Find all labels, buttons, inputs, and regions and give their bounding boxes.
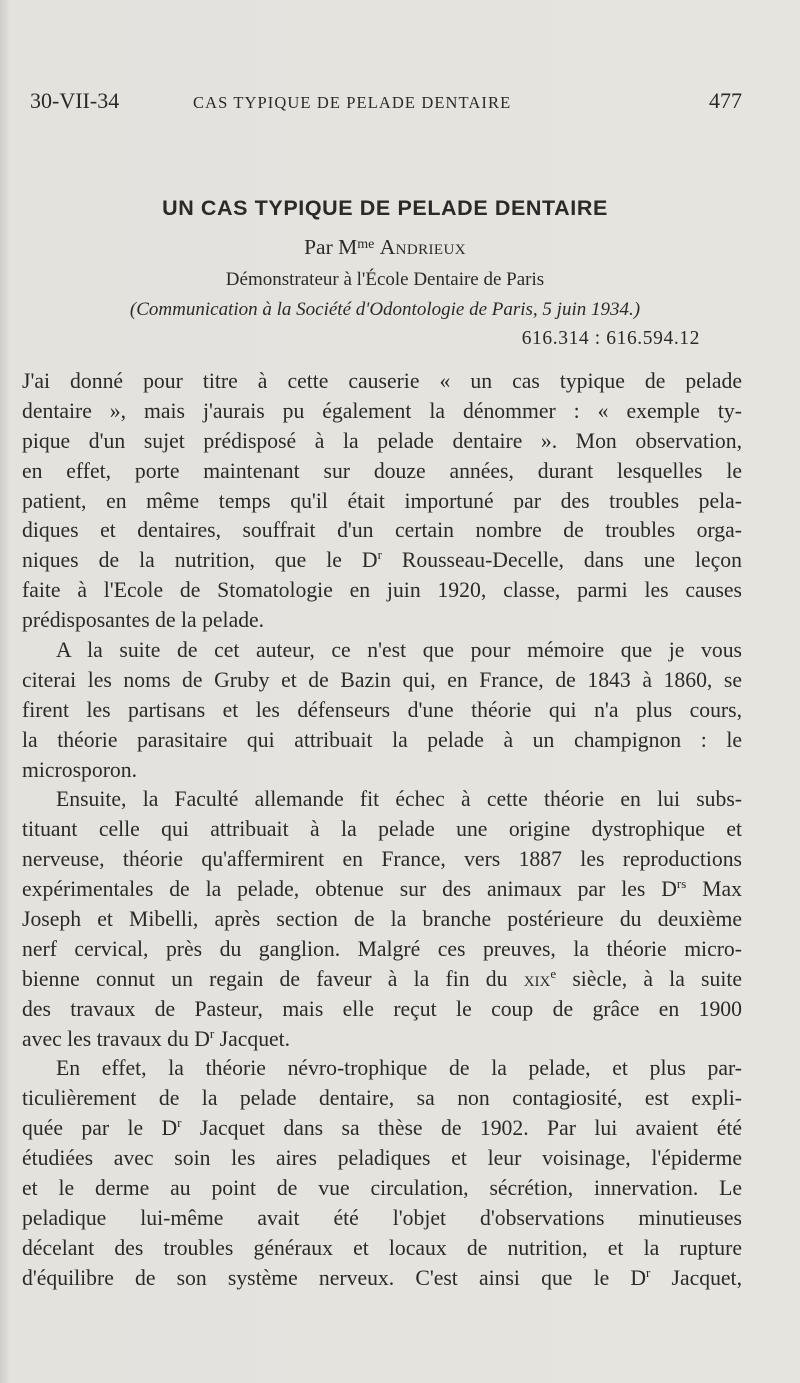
body-line: [22, 546, 742, 576]
body-line-text: Jacquet dans sa thèse de 1902. Par lui avaient été: [181, 1116, 742, 1141]
body-line-text: expérimentales de la pelade, obtenue sur des animaux par les D: [22, 877, 677, 902]
body-line-text: quée par le D: [22, 1116, 178, 1141]
body-line-text: Jacquet.: [214, 1026, 291, 1051]
body-line: [22, 397, 742, 427]
body-line: [22, 1264, 742, 1294]
body-line: [22, 636, 742, 666]
author-prefix: Par M: [304, 235, 358, 259]
body-line: [22, 845, 742, 875]
body-line-text: tituant celle qui attribuait à la pelade une origine dystrophique et: [22, 817, 742, 842]
header-date: 30-VII-34: [30, 88, 120, 113]
body-line: [22, 427, 742, 457]
body-line: [22, 1144, 742, 1174]
body-line: [22, 1114, 742, 1144]
body-line-text: des travaux de Pasteur, mais elle reçut le coup de grâce en 1900: [22, 996, 742, 1021]
body-line: [22, 1084, 742, 1114]
body-line-text: Max: [686, 877, 742, 902]
body-line-text: nerveuse, théorie qu'affermirent en France, vers 1887 les reproductions: [22, 847, 742, 872]
body-line: [22, 875, 742, 905]
body-line-text: A la suite de cet auteur, ce n'est que pour mémoire que je vous: [56, 638, 742, 663]
body-line: [22, 367, 742, 397]
body-line-text: En effet, la théorie névro-trophique de la pelade, et plus par-: [56, 1056, 742, 1081]
body-line-text: Joseph et Mibelli, après section de la branche postérieure du deuxième: [22, 907, 742, 932]
body-line-text: faite à l'Ecole de Stomatologie en juin 1920, classe, parmi les causes: [22, 578, 742, 603]
body-line: [22, 516, 742, 546]
author-name: Andrieux: [379, 235, 466, 259]
page-number: 477: [709, 88, 742, 113]
body-line-text: dentaire », mais j'aurais pu également la dénommer : « exemple ty-: [22, 398, 742, 423]
body-line: [22, 606, 742, 636]
body-line: [22, 935, 742, 965]
body-line: [22, 1234, 742, 1264]
body-line-text: la théorie parasitaire qui attribuait la pelade à un champignon : le: [22, 727, 742, 752]
superscript: r: [646, 1264, 651, 1280]
body-line: [22, 726, 742, 756]
body-line-text: décelant des troubles généraux et locaux de nutrition, et la rupture: [22, 1235, 742, 1260]
body-line: [22, 1054, 742, 1084]
body-line-text: Jacquet,: [650, 1265, 743, 1290]
body-line: [22, 696, 742, 726]
body-line-text: diques et dentaires, souffrait d'un certain nombre de troubles orga-: [22, 518, 742, 543]
body-line-text: siècle, à la suite: [556, 966, 742, 991]
running-header: [30, 86, 742, 116]
body-line: [22, 487, 742, 517]
superscript: r: [377, 547, 382, 563]
body-line: [22, 815, 742, 845]
body-line-text: Rousseau-Decelle, dans une leçon: [381, 548, 742, 573]
superscript: rs: [676, 876, 687, 892]
body-line: [22, 1204, 742, 1234]
superscript: r: [209, 1025, 215, 1041]
body-line: [22, 576, 742, 606]
superscript: r: [177, 1115, 182, 1131]
body-line-text: Ensuite, la Faculté allemande fit échec à cette théorie en lui subs-: [56, 787, 742, 812]
body-line-text: et le derme au point de vue circulation, sécrétion, innervation. Le: [22, 1176, 742, 1201]
communication-note: [0, 299, 770, 321]
body-line-text: d'équilibre de son système nerveux. C'est ainsi que le D: [22, 1265, 647, 1290]
body-line-text: nerf cervical, près du ganglion. Malgré ces preuves, la théorie micro-: [22, 936, 742, 961]
body-line-text: patient, en même temps qu'il était importuné par des troubles pela-: [22, 488, 742, 513]
body-line: [22, 666, 742, 696]
author-affiliation: Démonstrateur à l'École Dentaire de Paris: [225, 269, 545, 290]
header-title: CAS TYPIQUE DE PELADE DENTAIRE: [193, 93, 512, 112]
body-line-text: prédisposantes de la pelade.: [22, 608, 265, 633]
body-line: [22, 457, 742, 487]
body-line: [22, 995, 742, 1025]
century-numeral: xix: [523, 966, 551, 991]
body-line-text: peladique lui-même avait été l'objet d'observations minutieuses: [22, 1205, 742, 1230]
superscript: e: [550, 965, 557, 981]
body-line: [22, 905, 742, 935]
article-body: [22, 367, 742, 1294]
body-line-text: étudiées avec soin les aires peladiques et leur voisinage, l'épiderme: [22, 1146, 742, 1171]
body-line-text: niques de la nutrition, que le D: [22, 548, 378, 573]
body-line: [22, 1025, 742, 1055]
body-line-text: citerai les noms de Gruby et de Bazin qui, en France, de 1843 à 1860, se: [22, 667, 742, 692]
article-title: UN CAS TYPIQUE DE PELADE DENTAIRE: [162, 196, 608, 220]
author-prefix-sup: me: [357, 237, 375, 252]
body-line: [22, 1174, 742, 1204]
body-line-text: avec les travaux du D: [22, 1026, 210, 1051]
body-line-text: pique d'un sujet prédisposé à la pelade dentaire ». Mon observation,: [22, 428, 742, 453]
body-line-text: ticulièrement de la pelade dentaire, sa non contagiosité, est expli-: [22, 1086, 742, 1111]
classification-code: 616.314 : 616.594.12: [521, 328, 700, 349]
body-line: [22, 756, 742, 786]
body-line-text: J'ai donné pour titre à cette causerie « un cas typique de pelade: [22, 369, 742, 393]
body-line: [22, 965, 742, 995]
article-author: [0, 235, 770, 260]
body-line-text: bienne connut un regain de faveur à la fin du: [22, 966, 524, 991]
body-line-text: microsporon.: [22, 757, 138, 782]
body-line-text: firent les partisans et les défenseurs d'une théorie qui n'a plus cours,: [22, 697, 742, 722]
body-line-text: en effet, porte maintenant sur douze années, durant lesquelles le: [22, 458, 742, 483]
body-line: [22, 785, 742, 815]
communication-text: (Communication à la Société d'Odontologie de Paris, 5 juin 1934.): [129, 299, 641, 320]
